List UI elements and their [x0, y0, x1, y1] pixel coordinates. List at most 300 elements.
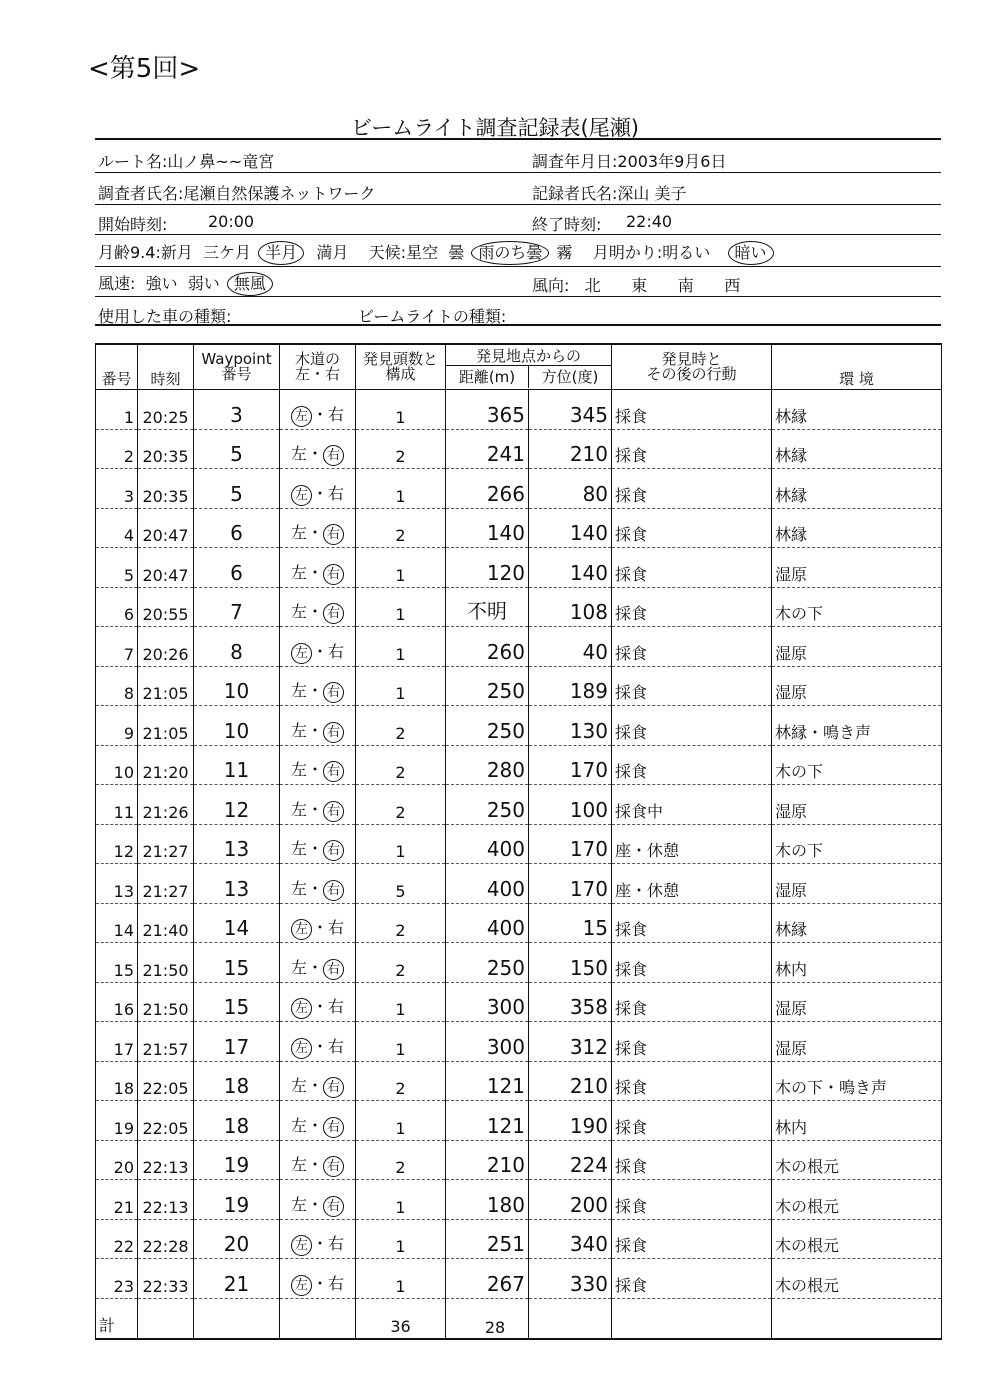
row-side [280, 429, 356, 469]
row-count: 1 [356, 1259, 446, 1299]
row-time: 22:33 [138, 1259, 194, 1299]
row-distance: 180 [446, 1180, 529, 1220]
side-right-circled: 右 [323, 880, 344, 901]
row-distance: 250 [446, 666, 529, 706]
row-direction: 200 [529, 1180, 612, 1220]
side-right-circled: 右 [323, 564, 344, 585]
wind-speed-line [98, 271, 275, 296]
side-separator: ・ [307, 1194, 324, 1214]
row-environment: 湿原 [772, 982, 942, 1022]
row-waypoint: 14 [194, 903, 280, 943]
row-number: 21 [96, 1180, 138, 1220]
row-environment: 林縁 [772, 429, 942, 469]
side-right-circled: 右 [323, 722, 344, 743]
weather-cloudy: 曇 [448, 243, 465, 262]
side-right-circled: 右 [323, 1196, 344, 1217]
side-left: 左 [290, 1194, 307, 1214]
row-behavior: 採食 [612, 1022, 772, 1062]
row-time: 21:20 [138, 745, 194, 785]
row-direction: 340 [529, 1219, 612, 1259]
row-time: 22:05 [138, 1101, 194, 1141]
side-separator: ・ [311, 1234, 328, 1253]
row-direction: 312 [529, 1022, 612, 1062]
side-separator: ・ [307, 760, 324, 779]
divider [95, 234, 941, 235]
row-behavior: 採食 [612, 508, 772, 548]
row-side [280, 1140, 356, 1180]
row-number: 9 [96, 706, 138, 746]
row-count: 2 [356, 706, 446, 746]
car-type-label: 使用した車の種類: [98, 307, 232, 326]
side-separator: ・ [311, 1273, 328, 1293]
row-time: 22:28 [138, 1219, 194, 1259]
side-right: 右 [328, 1273, 345, 1293]
row-side [280, 548, 356, 588]
side-right-circled: 右 [323, 1156, 344, 1177]
row-count: 2 [356, 903, 446, 943]
direction-south: 南 [677, 276, 694, 295]
table-row [96, 943, 942, 983]
row-side [280, 666, 356, 706]
row-time: 20:35 [138, 429, 194, 469]
side-separator: ・ [307, 957, 324, 977]
divider [95, 324, 941, 326]
wind-none-circled: 無風 [227, 272, 273, 296]
row-side [280, 745, 356, 785]
row-environment: 木の下 [772, 745, 942, 785]
side-right: 右 [328, 1036, 345, 1056]
row-waypoint: 15 [194, 943, 280, 983]
row-side [280, 864, 356, 904]
row-time: 21:05 [138, 706, 194, 746]
row-number: 8 [96, 666, 138, 706]
row-direction: 15 [529, 903, 612, 943]
table-row [96, 1219, 942, 1259]
divider [95, 266, 941, 267]
start-time-label: 開始時刻: [98, 215, 168, 234]
row-environment: 湿原 [772, 1022, 942, 1062]
row-time: 20:35 [138, 469, 194, 509]
row-behavior: 座・休憩 [612, 824, 772, 864]
row-direction: 170 [529, 824, 612, 864]
end-time-value: 22:40 [626, 212, 673, 231]
row-side [280, 903, 356, 943]
table-row [96, 1022, 942, 1062]
side-left: 左 [290, 602, 307, 621]
side-left: 左 [290, 1076, 307, 1095]
row-distance: 400 [446, 903, 529, 943]
side-left: 左 [290, 957, 307, 977]
header-direction: 方位(度) [541, 367, 599, 386]
row-behavior: 採食 [612, 548, 772, 588]
weather-rain-circled: 雨のち曇 [471, 241, 549, 265]
row-number: 12 [96, 824, 138, 864]
row-distance: 300 [446, 982, 529, 1022]
row-number: 7 [96, 627, 138, 667]
row-behavior: 採食 [612, 1259, 772, 1299]
side-left-circled: 左 [291, 919, 312, 940]
row-side [280, 785, 356, 825]
header-no: 番号 [96, 344, 138, 390]
row-side [280, 1219, 356, 1259]
row-time: 21:26 [138, 785, 194, 825]
row-waypoint: 19 [194, 1140, 280, 1180]
row-number: 10 [96, 745, 138, 785]
row-distance: 260 [446, 627, 529, 667]
row-distance: 210 [446, 1140, 529, 1180]
row-direction: 80 [529, 469, 612, 509]
table-row [96, 982, 942, 1022]
row-side [280, 587, 356, 627]
row-waypoint: 18 [194, 1101, 280, 1141]
side-separator: ・ [307, 1155, 324, 1174]
row-count: 1 [356, 587, 446, 627]
row-direction: 210 [529, 429, 612, 469]
total-label: 計 [96, 1298, 138, 1339]
row-number: 4 [96, 508, 138, 548]
direction-west: 西 [724, 276, 741, 295]
row-waypoint: 5 [194, 469, 280, 509]
row-direction: 130 [529, 706, 612, 746]
header-distance: 距離(m) [446, 366, 529, 388]
row-distance: 280 [446, 745, 529, 785]
header-behavior: 発見時と その後の行動 [612, 344, 772, 390]
row-behavior: 採食 [612, 745, 772, 785]
record-table [95, 343, 942, 1340]
row-side [280, 1180, 356, 1220]
row-behavior: 採食 [612, 1219, 772, 1259]
row-number: 16 [96, 982, 138, 1022]
row-environment: 林縁 [772, 508, 942, 548]
row-number: 6 [96, 587, 138, 627]
row-behavior: 採食 [612, 1061, 772, 1101]
row-time: 22:05 [138, 1061, 194, 1101]
row-environment: 木の下 [772, 824, 942, 864]
row-side [280, 1259, 356, 1299]
row-time: 21:57 [138, 1022, 194, 1062]
recorder-name: 記録者氏名:深山 美子 [532, 184, 687, 203]
row-environment: 湿原 [772, 785, 942, 825]
row-count: 1 [356, 1101, 446, 1141]
weather-label: 天候:星空 [368, 243, 439, 262]
side-right: 右 [328, 918, 345, 937]
row-count: 1 [356, 548, 446, 588]
row-waypoint: 5 [194, 429, 280, 469]
row-waypoint: 17 [194, 1022, 280, 1062]
side-separator: ・ [307, 720, 324, 740]
row-count: 2 [356, 508, 446, 548]
row-side [280, 706, 356, 746]
moon-crescent: 三ケ月 [203, 243, 252, 262]
row-environment: 木の根元 [772, 1180, 942, 1220]
side-right: 右 [328, 641, 345, 661]
table-row [96, 1101, 942, 1141]
table-row [96, 1180, 942, 1220]
row-distance: 267 [446, 1259, 529, 1299]
side-separator: ・ [307, 839, 324, 858]
row-distance: 250 [446, 785, 529, 825]
row-direction: 140 [529, 508, 612, 548]
row-time: 20:47 [138, 548, 194, 588]
row-number: 18 [96, 1061, 138, 1101]
row-time: 20:26 [138, 627, 194, 667]
row-direction: 210 [529, 1061, 612, 1101]
wind-direction-line [532, 273, 740, 296]
row-time: 22:13 [138, 1180, 194, 1220]
side-separator: ・ [307, 444, 324, 463]
side-left-circled: 左 [291, 1235, 312, 1256]
row-waypoint: 6 [194, 508, 280, 548]
moonlight-dark-circled: 暗い [728, 241, 774, 265]
row-behavior: 採食 [612, 587, 772, 627]
row-time: 22:13 [138, 1140, 194, 1180]
side-right-circled: 右 [323, 761, 344, 782]
side-left-circled: 左 [291, 485, 312, 506]
side-separator: ・ [307, 523, 324, 542]
row-count: 1 [356, 469, 446, 509]
side-separator: ・ [307, 878, 324, 898]
row-environment: 林縁 [772, 469, 942, 509]
table-row [96, 706, 942, 746]
row-count: 2 [356, 429, 446, 469]
row-behavior: 採食 [612, 390, 772, 430]
table-row [96, 1140, 942, 1180]
row-count: 1 [356, 1022, 446, 1062]
row-direction: 224 [529, 1140, 612, 1180]
row-number: 2 [96, 429, 138, 469]
row-side [280, 943, 356, 983]
side-left-circled: 左 [291, 1275, 312, 1296]
row-side [280, 469, 356, 509]
row-waypoint: 13 [194, 824, 280, 864]
divider [95, 172, 941, 173]
side-left-circled: 左 [291, 406, 312, 427]
side-right-circled: 右 [323, 1117, 344, 1138]
weather-fog: 霧 [556, 243, 573, 262]
row-count: 2 [356, 943, 446, 983]
row-waypoint: 13 [194, 864, 280, 904]
side-right-circled: 右 [323, 801, 344, 822]
row-distance: 400 [446, 824, 529, 864]
row-time: 21:27 [138, 824, 194, 864]
row-behavior: 採食 [612, 1180, 772, 1220]
row-waypoint: 20 [194, 1219, 280, 1259]
direction-east: 東 [631, 276, 648, 295]
row-count: 2 [356, 1061, 446, 1101]
row-direction: 330 [529, 1259, 612, 1299]
row-distance: 140 [446, 508, 529, 548]
row-side [280, 390, 356, 430]
row-environment: 木の下 [772, 587, 942, 627]
row-direction: 150 [529, 943, 612, 983]
route-name: ルート名:山ノ鼻~~竜宮 [98, 152, 275, 171]
row-count: 1 [356, 627, 446, 667]
row-waypoint: 8 [194, 627, 280, 667]
row-distance: 121 [446, 1101, 529, 1141]
row-count: 1 [356, 666, 446, 706]
row-waypoint: 7 [194, 587, 280, 627]
side-separator: ・ [311, 483, 328, 503]
row-distance: 120 [446, 548, 529, 588]
wind-strong: 強い [145, 274, 178, 293]
total-count: 36 [356, 1298, 446, 1339]
row-count: 1 [356, 982, 446, 1022]
row-waypoint: 6 [194, 548, 280, 588]
side-left: 左 [290, 1155, 307, 1174]
row-direction: 345 [529, 390, 612, 430]
row-time: 21:50 [138, 943, 194, 983]
row-behavior: 採食 [612, 469, 772, 509]
row-behavior: 採食 [612, 666, 772, 706]
moon-full: 満月 [316, 243, 349, 262]
row-waypoint: 10 [194, 666, 280, 706]
side-right-circled: 右 [323, 1077, 344, 1098]
side-separator: ・ [311, 404, 328, 424]
row-distance: 251 [446, 1219, 529, 1259]
side-separator: ・ [311, 918, 328, 937]
row-distance: 241 [446, 429, 529, 469]
row-number: 17 [96, 1022, 138, 1062]
table-row [96, 587, 942, 627]
surveyor-name: 調査者氏名:尾瀬自然保護ネットワーク [98, 184, 376, 203]
table-header [96, 344, 942, 390]
row-number: 22 [96, 1219, 138, 1259]
direction-label: 風向: [532, 276, 570, 295]
row-count: 1 [356, 390, 446, 430]
side-right: 右 [328, 997, 345, 1016]
row-environment: 林縁・鳴き声 [772, 706, 942, 746]
survey-date: 調査年月日:2003年9月6日 [532, 152, 727, 171]
row-side [280, 508, 356, 548]
row-distance: 365 [446, 390, 529, 430]
side-right: 右 [328, 1234, 345, 1253]
table-row [96, 508, 942, 548]
header-waypoint: Waypoint 番号 [194, 344, 280, 390]
table-row [96, 903, 942, 943]
row-number: 13 [96, 864, 138, 904]
table-row [96, 785, 942, 825]
row-behavior: 採食 [612, 1140, 772, 1180]
row-time: 20:55 [138, 587, 194, 627]
row-waypoint: 3 [194, 390, 280, 430]
divider [95, 296, 941, 297]
side-separator: ・ [311, 1036, 328, 1056]
row-distance: 不明 [446, 587, 529, 627]
table-row [96, 824, 942, 864]
side-separator: ・ [307, 1115, 324, 1135]
row-environment: 林縁 [772, 390, 942, 430]
divider [95, 204, 941, 205]
table-row [96, 1061, 942, 1101]
side-separator: ・ [307, 681, 324, 700]
moon-age: 月齢9.4:新月 [98, 243, 193, 262]
row-waypoint: 11 [194, 745, 280, 785]
side-right-circled: 右 [323, 445, 344, 466]
table-row [96, 745, 942, 785]
row-number: 5 [96, 548, 138, 588]
row-number: 1 [96, 390, 138, 430]
row-direction: 190 [529, 1101, 612, 1141]
moon-weather-line [98, 240, 776, 265]
table-row [96, 390, 942, 430]
row-behavior: 採食 [612, 903, 772, 943]
row-environment: 林内 [772, 943, 942, 983]
side-separator: ・ [307, 602, 324, 621]
row-count: 5 [356, 864, 446, 904]
page-title: ビームライト調査記録表(尾瀬) [351, 116, 639, 140]
row-number: 15 [96, 943, 138, 983]
row-time: 21:27 [138, 864, 194, 904]
row-count: 1 [356, 1180, 446, 1220]
side-right-circled: 右 [323, 603, 344, 624]
row-number: 3 [96, 469, 138, 509]
row-environment: 木の根元 [772, 1140, 942, 1180]
row-time: 21:40 [138, 903, 194, 943]
table-row [96, 548, 942, 588]
page-number: 28 [484, 1318, 506, 1337]
row-environment: 木の根元 [772, 1219, 942, 1259]
row-distance: 121 [446, 1061, 529, 1101]
moon-half-circled: 半月 [258, 241, 304, 265]
row-side [280, 627, 356, 667]
row-count: 1 [356, 1219, 446, 1259]
header-side: 木道の 左・右 [280, 344, 356, 390]
end-time-label: 終了時刻: [532, 215, 602, 234]
start-time-value: 20:00 [208, 212, 255, 231]
row-time: 20:47 [138, 508, 194, 548]
row-waypoint: 10 [194, 706, 280, 746]
side-left: 左 [290, 562, 307, 582]
side-separator: ・ [307, 1076, 324, 1095]
row-number: 23 [96, 1259, 138, 1299]
row-behavior: 採食 [612, 1101, 772, 1141]
row-behavior: 採食 [612, 982, 772, 1022]
row-direction: 170 [529, 864, 612, 904]
row-direction: 189 [529, 666, 612, 706]
side-left: 左 [290, 444, 307, 463]
row-direction: 170 [529, 745, 612, 785]
row-time: 21:50 [138, 982, 194, 1022]
row-direction: 40 [529, 627, 612, 667]
side-left: 左 [290, 1115, 307, 1135]
row-environment: 林内 [772, 1101, 942, 1141]
row-environment: 湿原 [772, 864, 942, 904]
side-left: 左 [290, 720, 307, 740]
row-distance: 250 [446, 706, 529, 746]
side-left-circled: 左 [291, 643, 312, 664]
title-rule [95, 138, 941, 140]
header-time: 時刻 [138, 344, 194, 390]
wind-label: 風速: [98, 274, 136, 293]
row-distance: 266 [446, 469, 529, 509]
row-side [280, 1061, 356, 1101]
row-environment: 木の下・鳴き声 [772, 1061, 942, 1101]
session-label: <第5回> [88, 54, 201, 84]
table-row [96, 469, 942, 509]
row-time: 20:25 [138, 390, 194, 430]
beam-light-type-label: ビームライトの種類: [358, 307, 507, 326]
header-from-point: 発見地点からの 距離(m) 方位(度) [446, 344, 612, 390]
row-side [280, 1022, 356, 1062]
moonlight-label: 月明かり:明るい [592, 243, 711, 262]
side-right: 右 [328, 404, 345, 424]
side-left: 左 [290, 878, 307, 898]
row-count: 2 [356, 1140, 446, 1180]
header-count: 発見頭数と 構成 [356, 344, 446, 390]
row-count: 1 [356, 824, 446, 864]
row-direction: 100 [529, 785, 612, 825]
row-behavior: 採食中 [612, 785, 772, 825]
